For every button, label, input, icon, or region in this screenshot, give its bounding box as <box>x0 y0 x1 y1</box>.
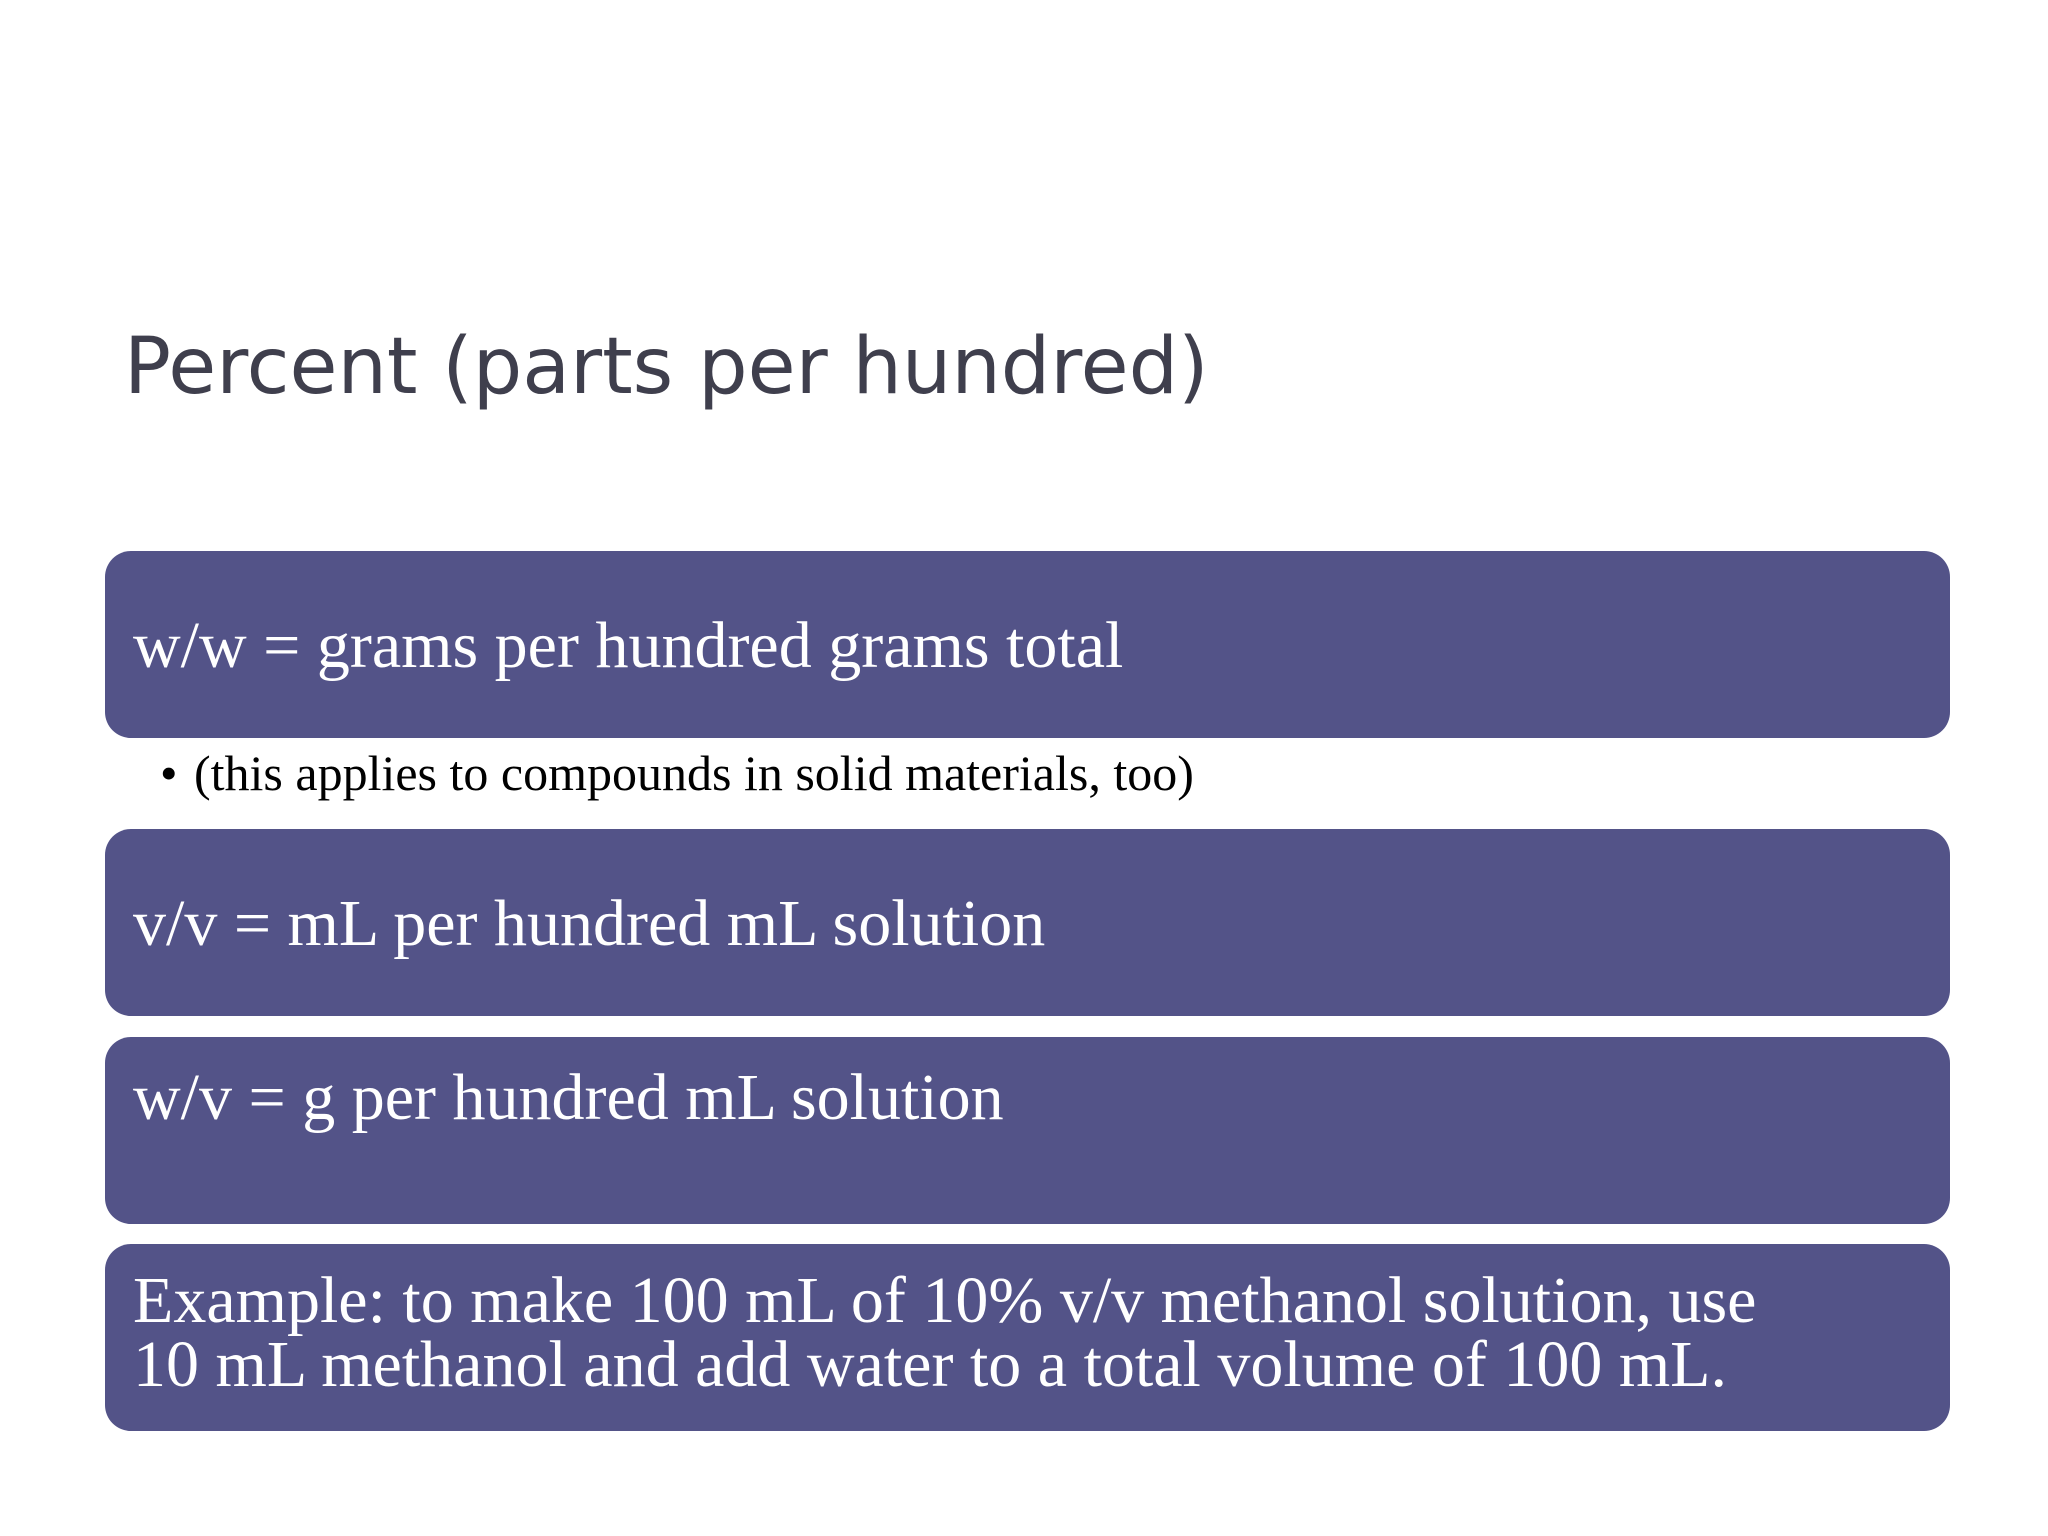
bullet-icon: • <box>160 745 178 801</box>
vv-definition-box <box>105 829 1950 1016</box>
example-box <box>105 1244 1950 1431</box>
bullet-note <box>160 745 1194 801</box>
wv-definition-box <box>105 1037 1950 1224</box>
example-text-line1: Example: to make 100 mL of 10% v/v methanol solution, use <box>133 1264 1757 1337</box>
slide-title: Percent (parts per hundred) <box>124 322 1209 412</box>
ww-definition-box <box>105 551 1950 738</box>
vv-definition-text: v/v = mL per hundred mL solution <box>133 887 1046 960</box>
wv-definition-text: w/v = g per hundred mL solution <box>133 1061 1004 1134</box>
example-text-line2: 10 mL methanol and add water to a total volume of 100 mL. <box>133 1328 1727 1401</box>
bullet-note-text: (this applies to compounds in solid materials, too) <box>194 745 1194 801</box>
ww-definition-text: w/w = grams per hundred grams total <box>133 609 1124 682</box>
